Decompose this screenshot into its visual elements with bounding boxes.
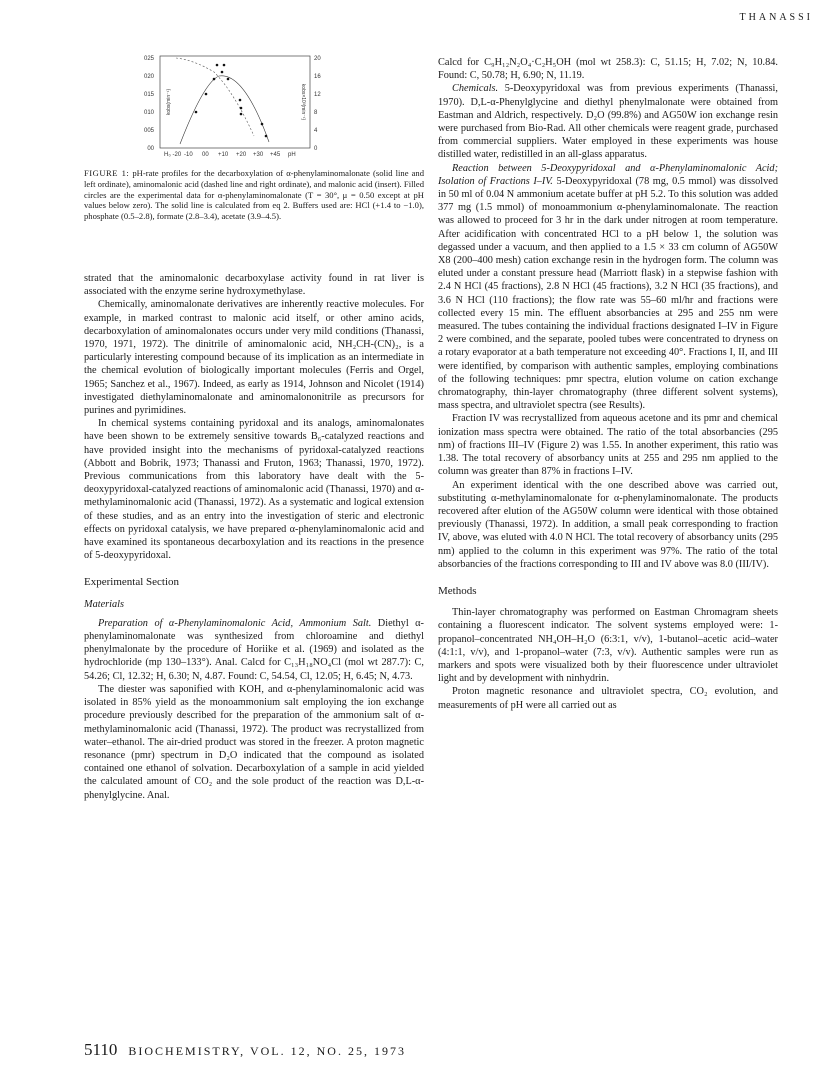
x-tick: +45 <box>270 152 281 158</box>
x-tick: +20 <box>236 152 247 158</box>
running-head: THANASSI <box>739 12 813 23</box>
paragraph-body: 5-Deoxypyridoxal (78 mg, 0.5 mmol) was dissolved in 50 ml of 0.04 N ammonium acetate buffer at pH 5.2. To this solution was added 377 mg (1.5 mmol) of monoammonium α-phenylaminomalonate. The reaction was allowed to proceed for 3 hr in the dark under nitrogen at room temperature. After acidification with concentrated HCl to a pH below 1, the solution was degassed under a vacuum, and then applied to a 1.5 × 33 cm column of AG50W X8 (200–400 mesh) cation exchange resin in the hydrogen form. The column was eluted under a constant pressure head (Marriott flask) in a stepwise fashion with 2.4 N HCl (45 fractions), 2.8 N HCl (45 fractions), 3.2 N HCl (35 fractions), and 3.6 N HCl (110 fractions); the flow rate was 55–60 ml/hr and fractions were collected every 15 min. The effluent absorbancies at 295 and 255 nm were measured. The tubes containing the individual fractions designated I–IV in Figure 2 were combined, and the separate, pooled tubes were concentrated to dryness on a rotary evaporator at a bath temperature not exceeding 40°. Fractions I, II, and III were identified, by comparison with authentic samples, employing combinations of the following techniques: pmr spectra, elution volume on cation exchange chromatography, thin-layer chromatography (three different solvent systems), mass spectra, and ultraviolet spectra (see Results). <box>438 175 778 412</box>
left-tick: 020 <box>143 74 154 80</box>
paragraph <box>438 82 778 161</box>
right-tick: 0 <box>314 146 318 152</box>
right-column <box>438 56 778 712</box>
caption-label: FIGURE 1: <box>84 168 130 178</box>
page-number: 5110 <box>84 1040 118 1059</box>
left-column <box>84 272 424 802</box>
paragraph: In chemical systems containing pyridoxal and its analogs, aminomalonates have been shown to be extremely sensitive towards B₆-catalyzed reactions and have provided insight into the mechanisms of pyridoxal-catalyzed reactions (Abbott and Bobrik, 1973; Thanassi and Fruton, 1963; Thanassi, 1970, 1972). Previous communications from this laboratory have dealt with the 5-deoxypyridoxal-catalyzed reactions of aminomalonic acid (Thanassi, 1970) and α-methylaminomalonic acid (Thanassi, 1972). As a systematic and logical extension of these studies, and as an entry into the investigation of steric and electronic effects on pyridoxal catalysis, we have prepared α-phenylaminomalonic acid and have examined its spontaneous decarboxylation and its reactions in the presence of 5-deoxypyridoxal. <box>84 418 424 562</box>
paragraph: Chemically, aminomalonate derivatives are inherently reactive molecules. For example, in marked contrast to malonic acid itself, or other amino acids, decarboxylation of aminomalonates occurs under very mild conditions (Thanassi, 1970, 1971, 1972). The dinitrile of aminomalonic acid, NH₂CH-(CN)₂, is a particularly interesting compound because of its implication as an intermediate in the chemical evolution of biologically important molecules (Ferris and Orgel, 1965; Sanchez et al., 1967). Indeed, as early as 1914, Johnson and Nicolet (1914) investigated diethylaminomalonate and aminomalononitrile as precursors for purines and pyrimidines. <box>84 299 424 417</box>
section-heading: Experimental Section <box>84 576 179 589</box>
right-axis-label: kobs×10³(min⁻¹) <box>300 83 306 121</box>
paragraph: An experiment identical with the one described above was carried out, substituting α-methylaminomalonate for α-phenylaminomalonate. The products recovered after elution of the AG50W column were identical with those obtained previously (Thanassi, 1972). In addition, a small peak corresponding to fraction IV, above, was eluted with 4.0 N HCl. The total recovery of absorbancy units (295 nm) applied to the column in this experiment was 97%. The ratio of the total absorbancies of the fractions corresponding to III and IV above was 8.0 (III/IV). <box>438 479 778 570</box>
plot-frame <box>160 56 310 148</box>
paragraph: Calcd for C₉H₁₂N₂O₄·C₂H₅OH (mol wt 258.3): C, 51.15; H, 7.02; N, 10.84. Found: C, 50.78; H, 6.90; N, 11.19. <box>438 57 778 82</box>
paragraph: strated that the aminomalonic decarboxylase activity found in rat liver is associated with the enzyme serine hydroxymethylase. <box>84 273 424 298</box>
paragraph <box>84 617 424 683</box>
right-tick: 12 <box>314 92 321 98</box>
paragraph <box>438 162 778 413</box>
paragraph-title: Preparation of α-Phenylaminomalonic Acid, Ammonium Salt. <box>98 617 372 629</box>
right-tick: 8 <box>314 110 318 116</box>
data-point <box>205 93 208 96</box>
page-footer <box>84 1040 406 1060</box>
data-point <box>261 123 264 126</box>
paragraph-title: Reaction between 5-Deoxypyridoxal and α-Phenylaminomalonic Acid; Isolation of Fractions I–IV. <box>438 162 778 187</box>
left-tick: 015 <box>143 92 154 98</box>
paragraph: Proton magnetic resonance and ultraviolet spectra, CO₂ evolution, and measurements of pH were all carried out as <box>438 686 778 711</box>
data-point <box>240 113 243 116</box>
paragraph-body: Diethyl α-phenylaminomalonate was synthesized from chloroamine and diethyl phenylmalonate by the procedure of Horiike et al. (1969) and isolated as the hydrochloride (mp 130–133°). Anal. Calcd for C₁₃H₁₈NO₄Cl (mol wt 287.7): C, 54.26; Cl, 12.32; H, 6.30; N, 4.87. Found: C, 54.54, Cl, 12.05; H, 6.45; N, 4.73. <box>84 617 424 682</box>
data-point <box>227 78 230 81</box>
data-point <box>195 111 198 114</box>
journal-citation: BIOCHEMISTRY, VOL. 12, NO. 25, 1973 <box>128 1044 406 1058</box>
x-tick: -10 <box>184 152 193 158</box>
x-tick: +30 <box>253 152 264 158</box>
paragraph-body: 5-Deoxypyridoxal was from previous experiments (Thanassi, 1970). D,L-α-Phenylglycine and diethyl phenylmalonate were obtained from Eastman and Aldrich, respectively. D₂O (99.8%) and AG50W ion exchange resin were purchased from Bio-Rad. All other chemicals were reagent grade, purchased from commercial suppliers. Water employed in these experiments was house distilled water, redistilled in an all-glass apparatus. <box>438 83 778 161</box>
phenylaminomalonate-curve <box>180 76 269 144</box>
x-tick: H₀ -20 <box>164 152 182 158</box>
data-point <box>240 107 243 110</box>
section-heading: Methods <box>438 584 477 597</box>
figure-caption <box>84 168 424 222</box>
left-tick: 00 <box>147 146 154 152</box>
right-tick: 16 <box>314 74 321 80</box>
figure-1 <box>84 52 424 222</box>
data-point <box>265 135 268 138</box>
paragraph-title: Chemicals. <box>452 83 499 95</box>
data-point <box>239 99 242 102</box>
right-tick: 20 <box>314 56 321 62</box>
data-point <box>221 71 224 74</box>
left-tick: 005 <box>143 128 154 134</box>
left-tick: 010 <box>143 110 154 116</box>
x-tick: +10 <box>218 152 229 158</box>
paragraph: Thin-layer chromatography was performed on Eastman Chromagram sheets containing a fluorescent indicator. The solvent systems employed were: 1-propanol–concentrated NH₄OH–H₂O (6:3:1, v/v), 1-butanol–acetic acid–water (4:1:1, v/v), and 1-propanol–water (7:3, v/v). Authentic samples were run as markers and spots were visualized both by their fluorescence under ultraviolet light and by development with ninhydrin. <box>438 607 778 685</box>
x-tick: pH <box>288 152 296 158</box>
data-points <box>195 64 268 138</box>
left-axis-label: kobs(min⁻¹) <box>166 88 172 116</box>
data-point <box>216 64 219 67</box>
data-point <box>213 78 216 81</box>
ph-rate-plot <box>84 52 324 164</box>
caption-text: pH-rate profiles for the decarboxylation of α-phenylaminomalonate (solid line and left ordinate), aminomalonic acid (dashed line and right ordinate), and malonic acid (insert). Filled circles are the experimental data for α-phenylaminomalonate (T = 30°, μ = 0.50 except at pH values below zero). The solid line is calculated from eq 2. Buffers used are: HCl (+1.4 to −1.0), phosphate (0.5–2.8), formate (2.8–3.4), acetate (3.9–4.5). <box>84 168 424 222</box>
left-tick: 025 <box>143 56 154 62</box>
data-point <box>223 64 226 67</box>
x-tick: 00 <box>202 152 209 158</box>
paragraph: Fraction IV was recrystallized from aqueous acetone and its pmr and chemical ionization mass spectra were obtained. The ratio of the total absorbancies (295 nm) of fractions III–IV (Figure 2) was 1.55. In another experiment, this ratio was 1.38. The total recovery of absorbancy units at 255 and 295 nm applied to the column was greater than 87% in fractions I–IV. <box>438 413 778 478</box>
sub-heading: Materials <box>84 598 125 610</box>
paragraph: The diester was saponified with KOH, and α-phenylaminomalonic acid was isolated in 85% yield as the monoammonium salt employing the ion exchange procedure previously described for the preparation of the ammonium salt of α-methylaminomalonic acid (Thanassi, 1972). The product was recrystallized from water–ethanol. The air-dried product was stored in the freezer. A proton magnetic resonance (pmr) spectrum in D₂O indicated that the compound as isolated contained one ethanol of solvation. Decarboxylation of a sample in acid yielded the calculated amount of CO₂ and the sole product of the reaction was D,L-α-phenylglycine. Anal. <box>84 683 424 801</box>
right-tick: 4 <box>314 128 318 134</box>
